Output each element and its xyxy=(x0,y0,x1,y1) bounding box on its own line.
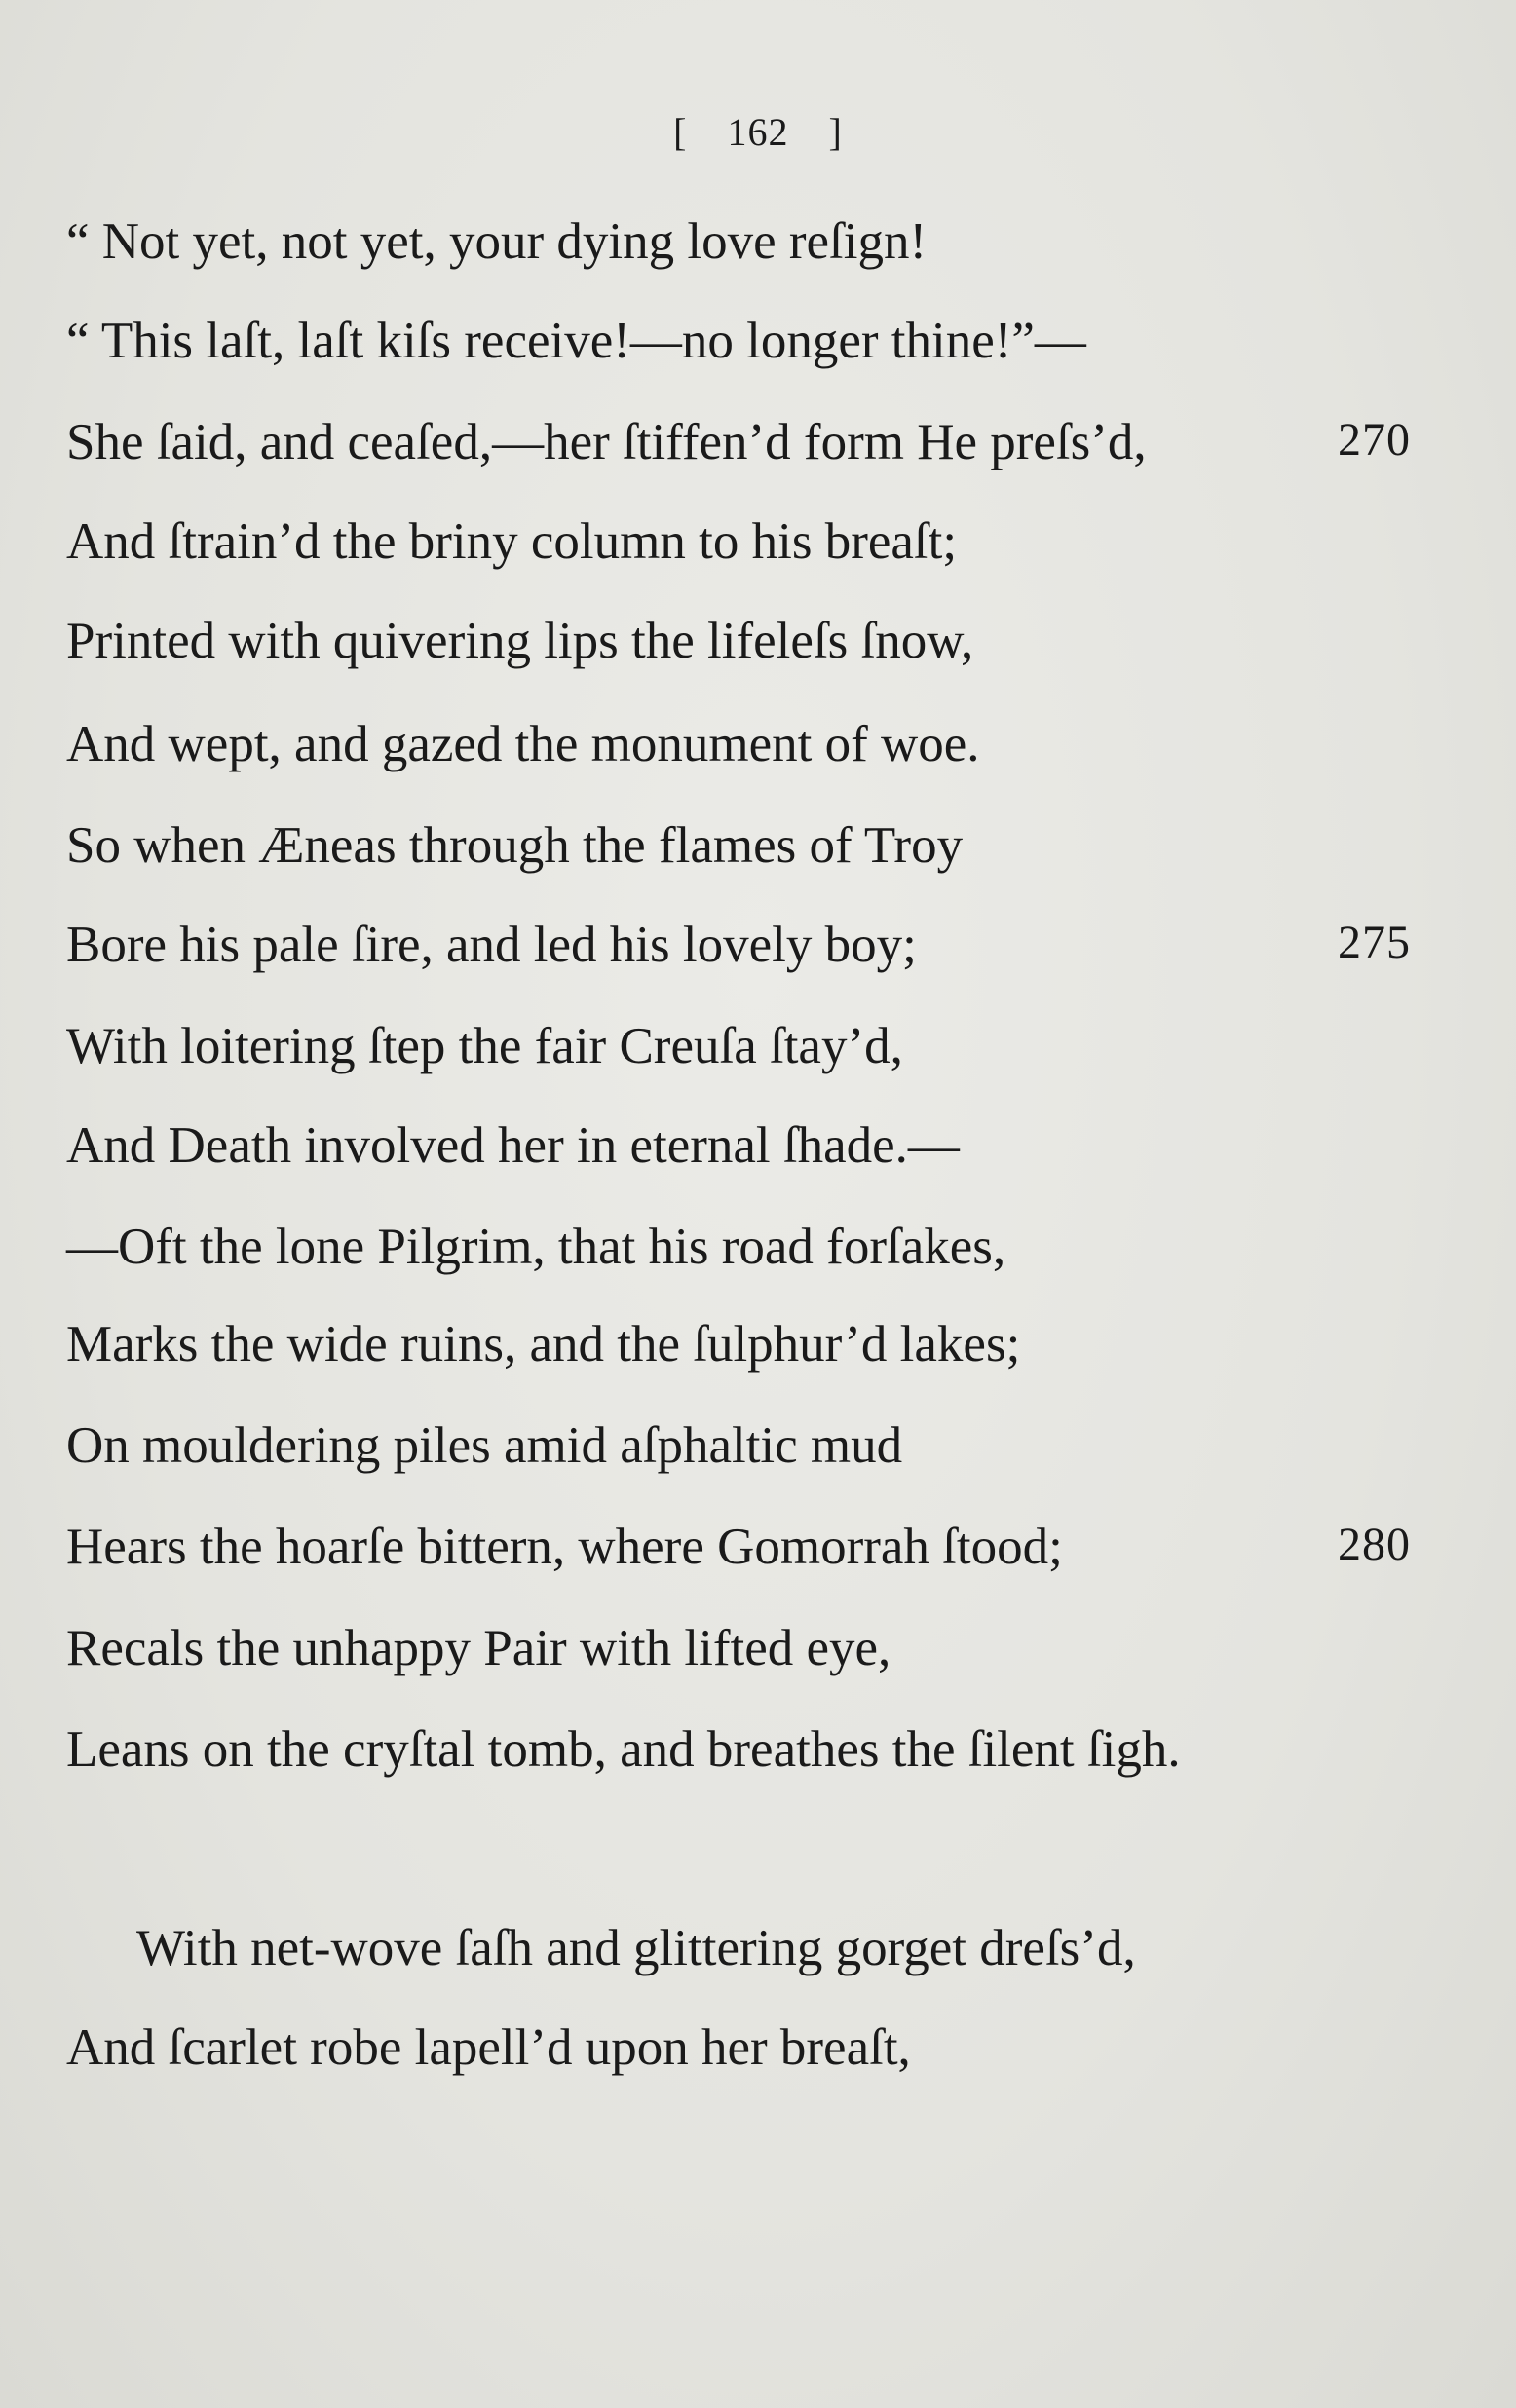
line-text: Hears the hoarſe bittern, where Gomorrah ſtood; xyxy=(66,1519,1063,1575)
poem-line xyxy=(66,716,1411,772)
line-text: And Death involved her in eternal ſhade.— xyxy=(66,1117,960,1174)
poem-line xyxy=(66,613,1411,669)
poem-line xyxy=(66,2019,1411,2076)
line-text: “ This laſt, laſt kiſs receive!—no longer thine!”— xyxy=(66,313,1086,369)
line-text: And wept, and gazed the monument of woe. xyxy=(66,716,980,772)
poem-line xyxy=(66,1417,1411,1474)
line-text: On mouldering piles amid aſphaltic mud xyxy=(66,1417,903,1474)
poem-line xyxy=(66,1721,1411,1778)
line-number: 280 xyxy=(1338,1519,1411,1570)
poem-line xyxy=(66,817,1411,874)
line-text: —Oft the lone Pilgrim, that his road forſakes, xyxy=(66,1219,1006,1275)
poem-line xyxy=(66,1117,1411,1174)
poem-line xyxy=(66,213,1411,270)
line-text: And ſtrain’d the briny column to his breaſt; xyxy=(66,513,958,570)
line-text: Recals the unhappy Pair with lifted eye, xyxy=(66,1620,891,1676)
page-number: [ 162 ] xyxy=(673,110,843,154)
poem-line xyxy=(66,1519,1411,1575)
poem-line xyxy=(66,1018,1411,1074)
line-text: With net-wove ſaſh and glittering gorget dreſs’d, xyxy=(136,1920,1136,1976)
poem-line xyxy=(66,917,1411,973)
line-text: Leans on the cryſtal tomb, and breathes the ſilent ſigh. xyxy=(66,1721,1181,1778)
line-text: Printed with quivering lips the lifeleſs ſnow, xyxy=(66,613,974,669)
line-text: With loitering ſtep the fair Creuſa ſtay’d, xyxy=(66,1018,903,1074)
line-number: 270 xyxy=(1338,414,1411,466)
poem-line xyxy=(66,1316,1411,1373)
poem-line xyxy=(66,1219,1411,1275)
poem-line xyxy=(136,1920,1411,1976)
poem-line xyxy=(66,513,1411,570)
poem-line xyxy=(66,313,1411,369)
line-text: Bore his pale ſire, and led his lovely boy; xyxy=(66,917,917,973)
line-text: “ Not yet, not yet, your dying love reſign! xyxy=(66,213,928,270)
poem-line xyxy=(66,414,1411,470)
poem-line xyxy=(66,1620,1411,1676)
line-text: She ſaid, and ceaſed,—her ſtiffen’d form He preſs’d, xyxy=(66,414,1147,470)
line-text: And ſcarlet robe lapell’d upon her breaſt, xyxy=(66,2019,911,2076)
line-text: So when Æneas through the flames of Troy xyxy=(66,817,964,874)
line-text: Marks the wide ruins, and the ſulphur’d lakes; xyxy=(66,1316,1021,1373)
line-number: 275 xyxy=(1338,917,1411,968)
